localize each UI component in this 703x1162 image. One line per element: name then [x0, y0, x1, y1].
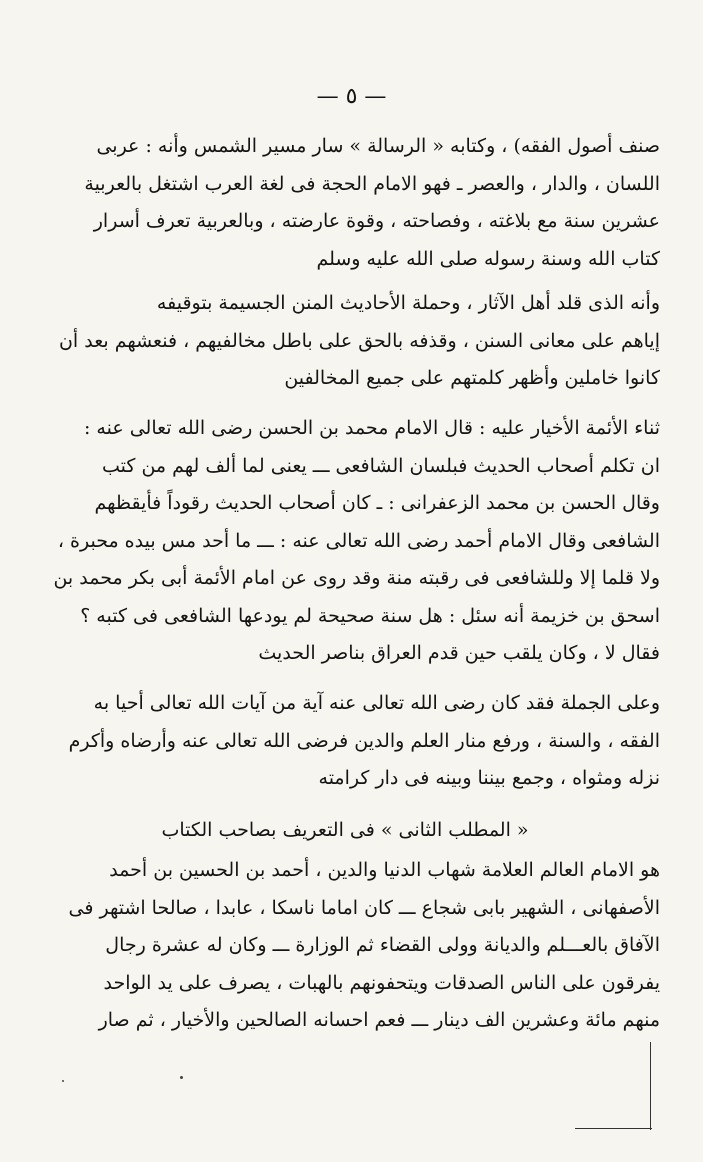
text-line: اللسان ، والدار ، والعصر ـ فهو الامام الحجة فى لغة العرب اشتغل بالعربية [84, 172, 660, 195]
text-line: عشرين سنة مع بلاغته ، وفصاحته ، وقوة عارضته ، وبالعربية تعرف أسرار [93, 210, 660, 232]
text-line: فقال لا ، وكان يلقب حين قدم العراق بناصر الحديث [258, 642, 660, 664]
text-line: ان تكلم أصحاب الحديث فبلسان الشافعى ـــ يعنى لما ألف لهم من كتب [101, 454, 660, 477]
page-number: — ٥ — [316, 84, 387, 109]
text-line: وقال الحسن بن محمد الزعفرانى : ـ كان أصحاب الحديث رقوداً فأيقظهم [94, 492, 660, 514]
paragraph-imams-praise [40, 410, 660, 673]
text-line: وأنه الذى قلد أهل الآثار ، وحملة الأحاديث المنن الجسيمة بتوقيفه [156, 292, 660, 314]
page-edge-rule [650, 1042, 651, 1130]
text-line: كتاب الله وسنة رسوله صلى الله عليه وسلم [316, 247, 660, 270]
text-line: إياهم على معانى السنن ، وقذفه بالحق على باطل مخالفيهم ، فنعشهم بعد أن [58, 329, 660, 352]
paragraph-shafii-qualities [40, 128, 660, 278]
text-line: كانوا خاملين وأظهر كلمتهم على جميع المخالفين [284, 367, 660, 389]
text-line: وعلى الجملة فقد كان رضى الله تعالى عنه آية من آيات الله تعالى أحيا به [93, 692, 660, 714]
paragraph-summary [40, 685, 660, 798]
text-line: الأصفهانى ، الشهير بابى شجاع ـــ كان اماما ناسكا ، عابدا ، صالحا اشتهر فى [68, 896, 660, 919]
page-bottom-rule [575, 1128, 652, 1129]
text-line: ولا قلما إلا وللشافعى فى رقبته منة وقد روى عن امام الأئمة أبى بكر محمد بن [53, 567, 660, 589]
paragraph-hadith-people [40, 285, 660, 398]
text-line: صنف أصول الفقه) ، وكتابه « الرسالة » سار مسير الشمس وأنه : عربى [96, 135, 660, 157]
text-line: اسحق بن خزيمة أنه سئل : هل سنة صحيحة لم يودعها الشافعى فى كتبه ؟ [80, 604, 660, 627]
ink-speck [62, 1080, 64, 1082]
paragraph-author-bio [40, 852, 660, 1040]
text-line: ثناء الأئمة الأخيار عليه : قال الامام محمد بن الحسن رضى الله تعالى عنه : [83, 417, 660, 439]
text-line: الآفاق بالعـــلم والديانة وولى القضاء ثم الوزارة ـــ وكان له عشرة رجال [105, 934, 660, 956]
ink-speck [180, 1076, 183, 1079]
text-line: منهم مائة وعشرين الف دينار ـــ فعم احسانه الصالحين والأخيار ، ثم صار [98, 1009, 660, 1031]
text-line: الشافعى وقال الامام أحمد رضى الله تعالى عنه : ـــ ما أحد مس بيده محبرة ، [57, 529, 660, 552]
text-line: يفرقون على الناس الصدقات ويتحفونهم بالهبات ، يصرف على يد الواحد [103, 971, 660, 994]
section-heading: « المطلب الثانى » فى التعريف بصاحب الكتاب [161, 819, 529, 841]
text-line: نزله ومثواه ، وجمع بيننا وبينه فى دار كرامته [318, 767, 660, 789]
text-line: الفقه ، والسنة ، ورفع منار العلم والدين فرضى الله تعالى عنه وأرضاه وأكرم [68, 729, 660, 752]
text-line: هو الامام العالم العلامة شهاب الدنيا والدين ، أحمد بن الحسين بن أحمد [109, 859, 660, 881]
